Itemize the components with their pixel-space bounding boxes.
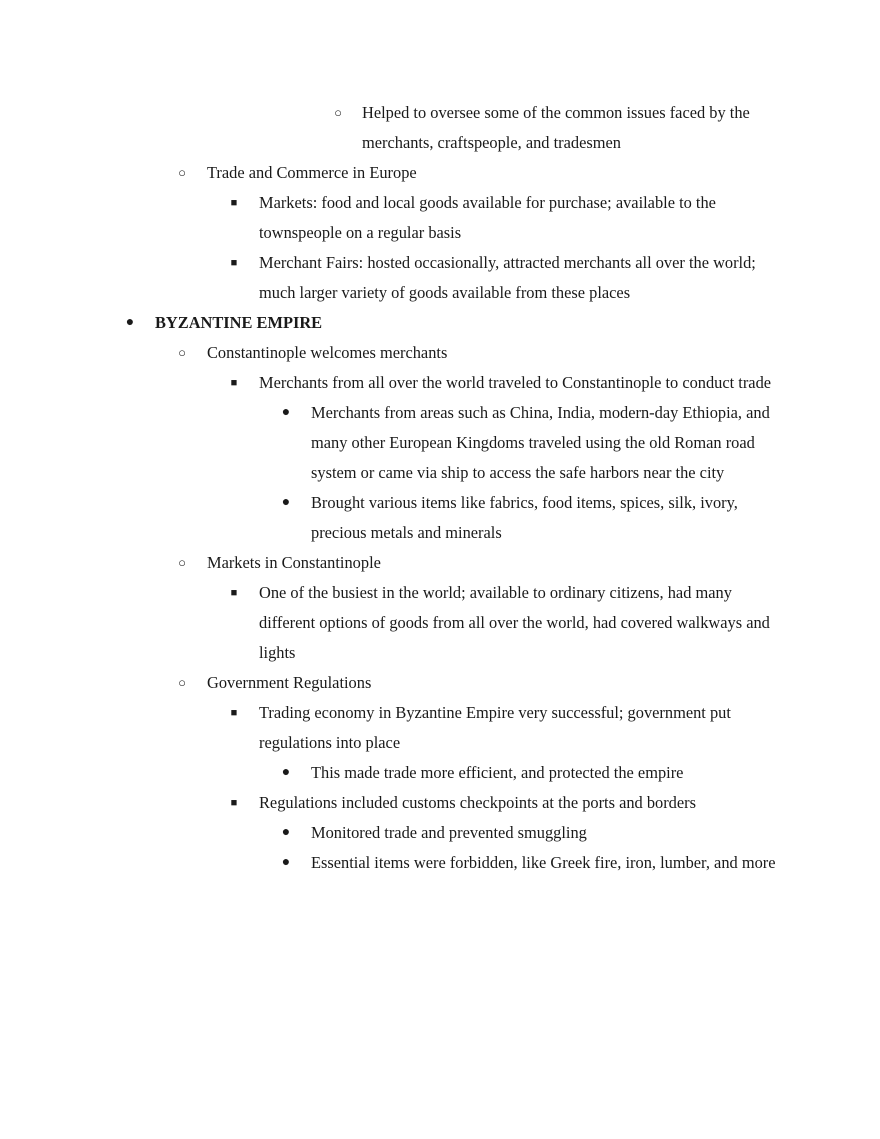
bullet-square-icon: ■: [230, 587, 238, 599]
bullet-solid-circle-icon: ●: [281, 495, 291, 510]
outline-item-text: This made trade more efficient, and protected the empire: [311, 763, 684, 782]
section-heading: BYZANTINE EMPIRE: [155, 313, 323, 332]
bullet-square-icon: ■: [230, 197, 238, 209]
bullet-open-circle-icon: ○: [178, 165, 186, 180]
outline-item-text: Trade and Commerce in Europe: [207, 163, 417, 182]
outline-item-level-4: [0, 758, 880, 788]
bullet-solid-circle-icon: ●: [281, 855, 291, 870]
outline-item-level-4: [0, 98, 880, 158]
outline-item-text: Markets in Constantinople: [207, 553, 381, 572]
bullet-open-circle-icon: ○: [178, 345, 186, 360]
outline-item-level-1: [0, 308, 880, 338]
outline-item-level-3: [0, 248, 880, 308]
outline-item-level-2: [0, 158, 880, 188]
outline-item-text: Government Regulations: [207, 673, 372, 692]
bullet-square-icon: ■: [230, 707, 238, 719]
outline-item-text: Monitored trade and prevented smuggling: [311, 823, 587, 842]
outline-item-text: Regulations included customs checkpoints at the ports and borders: [259, 793, 696, 812]
outline-item-level-2: [0, 548, 880, 578]
bullet-open-circle-icon: ○: [178, 555, 186, 570]
outline-item-text: Markets: food and local goods available for purchase; available to the townspeople on a regular basis: [259, 193, 716, 242]
outline-item-level-3: [0, 368, 880, 398]
bullet-square-icon: ■: [230, 797, 238, 809]
outline-item-text: One of the busiest in the world; available to ordinary citizens, had many different options of goods from all over the world, had covered walkways and lights: [259, 583, 770, 662]
outline-item-text: Brought various items like fabrics, food items, spices, silk, ivory, precious metals and minerals: [311, 493, 738, 542]
outline-item-level-3: [0, 578, 880, 668]
outline-item-text: Essential items were forbidden, like Greek fire, iron, lumber, and more: [311, 853, 776, 872]
outline-item-text: Merchant Fairs: hosted occasionally, attracted merchants all over the world; much larger variety of goods available from these places: [259, 253, 756, 302]
outline-item-text: Helped to oversee some of the common issues faced by the merchants, craftspeople, and tradesmen: [362, 103, 750, 152]
outline-item-level-2: [0, 668, 880, 698]
outline-item-text: Trading economy in Byzantine Empire very successful; government put regulations into place: [259, 703, 731, 752]
bullet-open-circle-icon: ○: [334, 105, 342, 120]
outline-item-level-4: [0, 398, 880, 488]
bullet-square-icon: ■: [230, 377, 238, 389]
bullet-solid-circle-icon: ●: [125, 315, 135, 330]
outline-item-level-4: [0, 848, 880, 878]
outline-item-text: Merchants from all over the world traveled to Constantinople to conduct trade: [259, 373, 772, 392]
bullet-solid-circle-icon: ●: [281, 765, 291, 780]
document-outline: [0, 98, 880, 878]
outline-item-level-2: [0, 338, 880, 368]
bullet-square-icon: ■: [230, 257, 238, 269]
outline-item-level-4: [0, 488, 880, 548]
bullet-solid-circle-icon: ●: [281, 405, 291, 420]
outline-item-text: Constantinople welcomes merchants: [207, 343, 448, 362]
outline-item-level-3: [0, 788, 880, 818]
outline-item-level-3: [0, 188, 880, 248]
bullet-solid-circle-icon: ●: [281, 825, 291, 840]
outline-item-level-3: [0, 698, 880, 758]
outline-item-level-4: [0, 818, 880, 848]
outline-item-text: Merchants from areas such as China, India, modern-day Ethiopia, and many other European Kingdoms traveled using the old Roman road system or came via ship to access the safe harbors near the city: [311, 403, 770, 482]
bullet-open-circle-icon: ○: [178, 675, 186, 690]
